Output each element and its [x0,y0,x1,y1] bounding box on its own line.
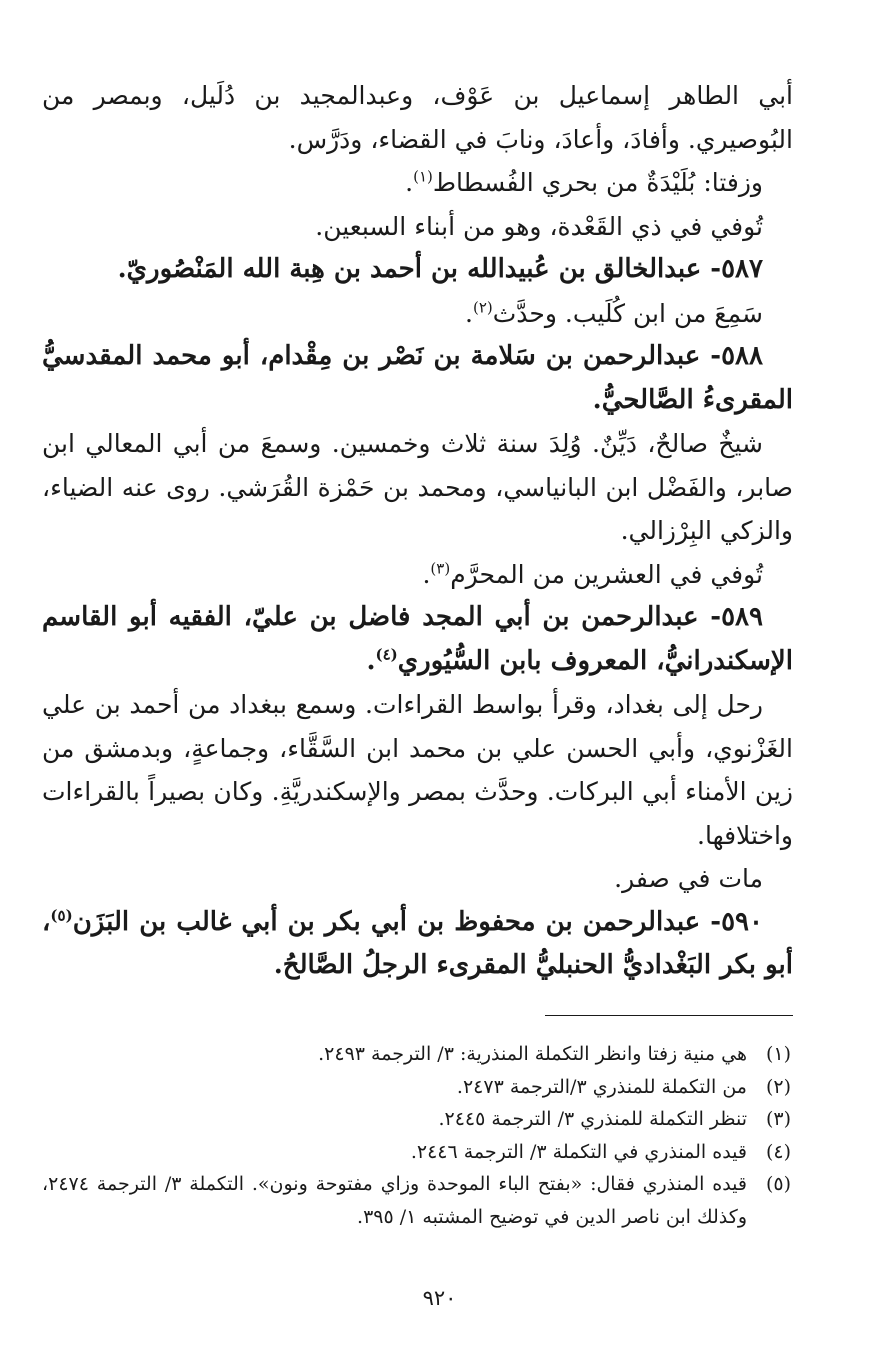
heading-text: ٥٨٩- عبدالرحمن بن أبي المجد فاضل بن عليّ، الفقيه أبو القاسم الإسكندرانيُّ، المعروف بابن السُّيُوري [42,602,793,676]
footnote-item [42,1168,791,1233]
footnote-item [42,1038,791,1071]
footnote-text: قيده المنذري فقال: «بفتح الباء الموحدة وزاي مفتوحة ونون». التكملة ٣/ الترجمة ٢٤٧٤، وكذلك ابن ناصر الدين في توضيح المشتبه ١/ ٣٩٥. [42,1173,747,1228]
footnote-text: من التكملة للمنذري ٣/الترجمة ٢٤٧٣. [456,1075,747,1098]
footnote-number: (١) [765,1043,791,1065]
paragraph-text: وزفتا: بُلَيْدَةٌ من بحري الفُسطاط [432,168,763,197]
footnote-item [42,1071,791,1104]
entry-heading-588: ٥٨٨- عبدالرحمن بن سَلامة بن نَصْر بن مِقْدام، أبو محمد المقدسيُّ المقرىءُ الصَّالحيُّ. [42,341,793,415]
footnote-item [42,1136,791,1169]
footnote-text: قيده المنذري في التكملة ٣/ الترجمة ٢٤٤٦. [410,1140,747,1163]
footnotes [42,1038,791,1233]
paragraph-text: سَمِعَ من ابن كُلَيب. وحدَّث [492,298,763,328]
footnote-separator [545,1015,793,1016]
entry-heading-587: ٥٨٧- عبدالخالق بن عُبيدالله بن أحمد بن هِبة الله المَنْصُوريّ. [117,254,763,284]
footnote-ref-2: (٢) [472,298,493,317]
paragraph-end: . [465,298,473,328]
footnote-number: (٤) [765,1140,791,1163]
footnote-item [42,1103,791,1136]
footnote-ref-1: (١) [413,167,433,186]
footnote-ref-3: (٣) [430,559,451,578]
paragraph-death-587a: تُوفي في ذي القَعْدة، وهو من أبناء السبعين. [315,211,763,241]
heading-text: ٥٩٠- عبدالرحمن بن محفوظ بن أبي بكر بن أبي غالب بن البَزَن [72,906,763,937]
footnote-text: تنظر التكملة للمنذري ٣/ الترجمة ٢٤٤٥. [438,1108,747,1130]
paragraph-589: رحل إلى بغداد، وقرأ بواسط القراءات. وسمع ببغداد من أحمد بن علي الغَزْنوي، وأبي الحسن علي بن محمد ابن السَّقَّاء، وجماعةٍ، وبدمشق من زين الأمناء أبي البركات. وحدَّث بمصر والإسكندريَّةِ. وكان بصيراً بالقراءات واختلافها. [42,690,793,850]
footnote-number: (٢) [765,1075,791,1098]
paragraph-death-589: مات في صفر. [614,864,763,893]
paragraph-zifta [42,161,793,205]
heading-text-continued: ، أبو بكر البَغْداديُّ الحنبليُّ المقرىء الرجلُ الصَّالحُ. [42,906,793,980]
paragraph-end: . [422,559,431,589]
footnote-ref-5: (٥) [50,905,73,924]
footnote-number: (٥) [765,1173,791,1195]
footnote-number: (٣) [765,1108,791,1130]
entry-heading-590 [42,901,793,988]
paragraph-death-588 [42,553,793,597]
paragraph-588: شيخٌ صالحٌ، دَيِّنٌ. وُلِدَ سنة ثلاث وخمسين. وسمعَ من أبي المعالي ابن صابر، والفَضْل ابن البانياسي، ومحمد بن حَمْزة القُرَشي. روى عنه الضياء، والزكي البِرْزالي. [42,429,793,545]
entry-heading-589 [42,596,793,683]
main-text [42,74,793,988]
paragraph-text: تُوفي في العشرين من المحرَّم [450,559,763,589]
heading-end: . [366,645,376,676]
paragraph-587 [42,292,793,336]
page-number: ٩٢٠ [422,1286,457,1310]
paragraph-continuation: أبي الطاهر إسماعيل بن عَوْف، وعبدالمجيد بن دُلَيل، وبمصر من البُوصيري. وأفادَ، وأعادَ، ونابَ في القضاء، ودَرَّس. [42,81,793,154]
footnote-ref-4: (٤) [375,644,398,663]
paragraph-end: . [405,168,414,197]
footnote-text: هي منية زفتا وانظر التكملة المنذرية: ٣/ الترجمة ٢٤٩٣. [318,1043,747,1065]
